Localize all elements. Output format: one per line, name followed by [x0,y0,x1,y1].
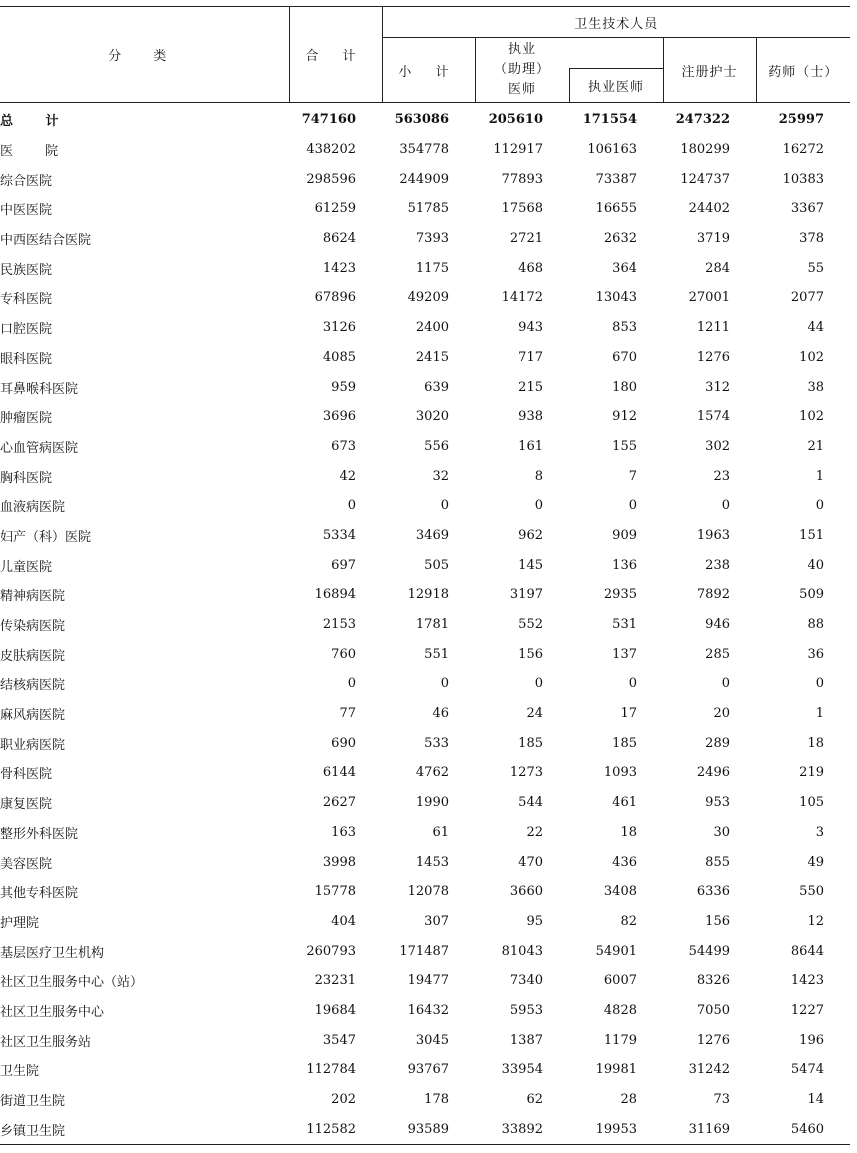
row-value: 0 [440,676,449,692]
row-value: 244909 [399,171,449,187]
row-value: 0 [721,498,730,514]
row-value: 1963 [696,527,730,543]
row-value: 24402 [688,201,730,217]
row-value: 0 [440,498,449,514]
row-value: 4085 [322,349,356,365]
table-row [0,699,850,729]
row-value: 19953 [595,1121,637,1137]
table-row [0,639,850,669]
row-value: 93589 [407,1121,449,1137]
row-value: 105 [799,795,824,811]
row-label: 其他专科医院 [0,886,79,902]
row-value: 88 [807,617,824,633]
row-value: 1093 [603,765,637,781]
row-value: 7 [628,468,637,484]
row-value: 136 [612,557,637,573]
row-value: 1 [815,706,824,722]
row-value: 3367 [790,201,824,217]
row-label: 医 院 [0,144,73,160]
table-row [0,907,850,937]
row-value: 12 [807,913,824,929]
row-value: 717 [518,349,543,365]
table-row [0,610,850,640]
row-label: 中西医结合医院 [0,233,92,249]
row-value: 55 [807,260,824,276]
row-value: 3020 [415,409,449,425]
row-value: 0 [721,676,730,692]
row-value: 5460 [790,1121,824,1137]
row-value: 33892 [501,1121,543,1137]
row-value: 2935 [603,587,637,603]
row-label: 街道卫生院 [0,1094,66,1110]
row-value: 124737 [680,171,730,187]
row-value: 690 [331,735,356,751]
row-value: 163 [331,824,356,840]
row-value: 3696 [322,409,356,425]
row-value: 7340 [509,973,543,989]
row-value: 1273 [509,765,543,781]
row-value: 155 [612,438,637,454]
table-row [0,461,850,491]
row-value: 1276 [696,1032,730,1048]
header-physician [475,38,569,103]
row-value: 49 [807,854,824,870]
row-label: 民族医院 [0,262,53,278]
row-value: 102 [799,349,824,365]
table-row [0,283,850,313]
table-row [0,996,850,1026]
row-value: 219 [799,765,824,781]
row-value: 909 [612,527,637,543]
row-value: 247322 [675,112,730,128]
row-value: 1423 [322,260,356,276]
row-label: 中医医院 [0,203,53,219]
header-physician-line1: 执业 [507,42,536,57]
row-value: 855 [705,854,730,870]
table-row [0,877,850,907]
row-label: 麻风病医院 [0,708,66,724]
row-value: 62 [526,1092,543,1108]
row-value: 7393 [415,231,449,247]
row-value: 943 [518,320,543,336]
row-value: 17 [620,706,637,722]
row-value: 46 [432,706,449,722]
row-label: 骨科医院 [0,767,53,783]
row-value: 747160 [301,112,356,128]
table-row [0,164,850,194]
row-value: 550 [799,884,824,900]
row-value: 551 [424,646,449,662]
row-value: 468 [518,260,543,276]
row-value: 8326 [696,973,730,989]
row-value: 3998 [322,854,356,870]
header-category: 分 类 [0,7,289,103]
header-total: 合 计 [289,7,382,103]
row-value: 13043 [595,290,637,306]
row-value: 284 [705,260,730,276]
row-value: 3408 [603,884,637,900]
header-blank [569,38,663,69]
row-value: 32 [432,468,449,484]
row-value: 112784 [306,1062,356,1078]
row-label: 口腔医院 [0,322,53,338]
row-label: 社区卫生服务站 [0,1034,92,1050]
row-label: 总 计 [0,114,73,130]
table-row [0,343,850,373]
row-label: 结核病医院 [0,678,66,694]
row-value: 505 [424,557,449,573]
header-licensed-physician: 执业医师 [569,69,663,103]
row-value: 14172 [501,290,543,306]
row-value: 202 [331,1092,356,1108]
row-value: 0 [347,498,356,514]
row-value: 5474 [790,1062,824,1078]
table-row [0,1085,850,1115]
table-row [0,194,850,224]
header-pharmacist: 药师（士） [756,38,850,103]
row-value: 10383 [782,171,824,187]
row-label: 耳鼻喉科医院 [0,381,79,397]
row-value: 1387 [509,1032,543,1048]
table-row [0,728,850,758]
row-label: 美容医院 [0,856,53,872]
row-value: 19477 [407,973,449,989]
row-value: 171487 [399,943,449,959]
row-value: 6007 [603,973,637,989]
row-value: 959 [331,379,356,395]
row-value: 0 [534,676,543,692]
row-label: 皮肤病医院 [0,648,66,664]
row-value: 31242 [688,1062,730,1078]
row-value: 1211 [696,320,730,336]
row-value: 205610 [488,112,543,128]
row-value: 2632 [603,231,637,247]
table-row [0,1055,850,1085]
row-value: 185 [518,735,543,751]
row-value: 21 [807,438,824,454]
row-value: 5953 [509,1002,543,1018]
row-value: 760 [331,646,356,662]
row-label: 社区卫生服务中心 [0,1004,105,1020]
row-value: 1574 [696,409,730,425]
row-value: 1453 [415,854,449,870]
table-row [0,135,850,165]
row-value: 238 [705,557,730,573]
row-value: 28 [620,1092,637,1108]
row-value: 0 [534,498,543,514]
row-value: 17568 [501,201,543,217]
row-label: 职业病医院 [0,737,66,753]
row-value: 1179 [603,1032,637,1048]
row-value: 1 [815,468,824,484]
row-value: 67896 [314,290,356,306]
row-value: 24 [526,706,543,722]
header-subtotal: 小 计 [382,38,475,103]
row-value: 33954 [501,1062,543,1078]
row-value: 0 [628,676,637,692]
row-value: 312 [705,379,730,395]
row-value: 0 [628,498,637,514]
row-label: 综合医院 [0,173,53,189]
row-value: 552 [518,617,543,633]
row-value: 40 [807,557,824,573]
row-value: 15778 [314,884,356,900]
row-value: 8 [534,468,543,484]
row-value: 18 [620,824,637,840]
row-value: 180 [612,379,637,395]
row-value: 4762 [415,765,449,781]
row-value: 2721 [509,231,543,247]
row-value: 7892 [696,587,730,603]
row-label: 肿瘤医院 [0,411,53,427]
row-value: 178 [424,1092,449,1108]
row-value: 18 [807,735,824,751]
row-value: 0 [347,676,356,692]
row-value: 1227 [790,1002,824,1018]
row-value: 151 [799,527,824,543]
row-value: 54499 [688,943,730,959]
table-row [0,313,850,343]
row-value: 16432 [407,1002,449,1018]
row-value: 1276 [696,349,730,365]
row-value: 544 [518,795,543,811]
row-value: 853 [612,320,637,336]
row-value: 112917 [493,142,543,158]
row-value: 2627 [322,795,356,811]
table-row [0,521,850,551]
table-row [0,224,850,254]
table-row [0,372,850,402]
row-value: 73387 [595,171,637,187]
row-value: 12078 [407,884,449,900]
row-value: 438202 [306,142,356,158]
table-row [0,105,850,135]
table-row [0,818,850,848]
row-value: 1423 [790,973,824,989]
row-value: 953 [705,795,730,811]
row-value: 185 [612,735,637,751]
row-value: 54901 [595,943,637,959]
row-value: 95 [526,913,543,929]
table-row [0,1114,850,1144]
table-row [0,788,850,818]
row-value: 533 [424,735,449,751]
row-value: 145 [518,557,543,573]
table-row [0,966,850,996]
row-value: 106163 [587,142,637,158]
row-label: 整形外科医院 [0,826,79,842]
row-value: 461 [612,795,637,811]
row-label: 妇产（科）医院 [0,529,92,545]
row-value: 112582 [306,1121,356,1137]
row-value: 81043 [501,943,543,959]
row-value: 102 [799,409,824,425]
row-label: 胸科医院 [0,470,53,486]
row-value: 509 [799,587,824,603]
row-value: 161 [518,438,543,454]
row-value: 436 [612,854,637,870]
row-value: 3660 [509,884,543,900]
row-value: 285 [705,646,730,662]
row-value: 82 [620,913,637,929]
row-label: 卫生院 [0,1064,40,1080]
row-value: 404 [331,913,356,929]
row-value: 364 [612,260,637,276]
row-label: 专科医院 [0,292,53,308]
row-value: 1990 [415,795,449,811]
row-value: 298596 [306,171,356,187]
row-value: 20 [713,706,730,722]
row-value: 946 [705,617,730,633]
row-value: 0 [815,498,824,514]
row-value: 3197 [509,587,543,603]
row-value: 2077 [790,290,824,306]
row-value: 8624 [322,231,356,247]
table-row [0,936,850,966]
table-row [0,253,850,283]
row-value: 3547 [322,1032,356,1048]
row-value: 3469 [415,527,449,543]
row-value: 3045 [415,1032,449,1048]
row-value: 30 [713,824,730,840]
row-value: 2415 [415,349,449,365]
row-value: 697 [331,557,356,573]
row-value: 2496 [696,765,730,781]
row-value: 6144 [322,765,356,781]
row-value: 2400 [415,320,449,336]
row-value: 2153 [322,617,356,633]
row-value: 639 [424,379,449,395]
table-row [0,847,850,877]
table-row [0,758,850,788]
row-value: 289 [705,735,730,751]
header-group: 卫生技术人员 [382,7,850,38]
row-value: 31169 [688,1121,730,1137]
row-value: 260793 [306,943,356,959]
row-value: 23 [713,468,730,484]
row-value: 156 [705,913,730,929]
row-value: 0 [815,676,824,692]
row-value: 16272 [782,142,824,158]
row-value: 531 [612,617,637,633]
row-label: 社区卫生服务中心（站） [0,975,144,991]
row-value: 44 [807,320,824,336]
row-value: 302 [705,438,730,454]
table-row [0,669,850,699]
row-label: 精神病医院 [0,589,66,605]
row-value: 962 [518,527,543,543]
row-value: 8644 [790,943,824,959]
row-value: 563086 [394,112,449,128]
row-label: 护理院 [0,915,40,931]
row-value: 171554 [582,112,637,128]
row-value: 6336 [696,884,730,900]
row-value: 19981 [595,1062,637,1078]
header-nurse: 注册护士 [663,38,756,103]
row-value: 27001 [688,290,730,306]
row-value: 556 [424,438,449,454]
table-header [0,6,850,103]
row-value: 73 [713,1092,730,1108]
row-value: 912 [612,409,637,425]
header-physician-line3: 医师 [507,82,536,97]
row-value: 51785 [407,201,449,217]
row-value: 49209 [407,290,449,306]
table-body [0,105,850,1145]
row-value: 156 [518,646,543,662]
row-value: 180299 [680,142,730,158]
row-value: 3 [815,824,824,840]
row-label: 传染病医院 [0,619,66,635]
row-value: 354778 [399,142,449,158]
row-value: 5334 [322,527,356,543]
row-value: 93767 [407,1062,449,1078]
row-value: 16894 [314,587,356,603]
row-value: 378 [799,231,824,247]
row-value: 137 [612,646,637,662]
row-value: 673 [331,438,356,454]
row-label: 眼科医院 [0,351,53,367]
row-label: 基层医疗卫生机构 [0,945,105,961]
row-value: 42 [339,468,356,484]
row-value: 470 [518,854,543,870]
row-value: 23231 [314,973,356,989]
table-row [0,491,850,521]
row-value: 38 [807,379,824,395]
table-row [0,402,850,432]
row-value: 22 [526,824,543,840]
row-value: 61259 [314,201,356,217]
row-label: 康复医院 [0,797,53,813]
row-value: 1175 [415,260,449,276]
row-value: 16655 [595,201,637,217]
table-row [0,432,850,462]
row-value: 77893 [501,171,543,187]
table-row [0,580,850,610]
table-row [0,1025,850,1055]
row-label: 儿童医院 [0,559,53,575]
row-value: 19684 [314,1002,356,1018]
row-value: 7050 [696,1002,730,1018]
row-value: 670 [612,349,637,365]
row-value: 4828 [603,1002,637,1018]
row-label: 心血管病医院 [0,440,79,456]
row-value: 25997 [778,112,824,128]
row-value: 36 [807,646,824,662]
row-value: 12918 [407,587,449,603]
row-label: 乡镇卫生院 [0,1123,66,1139]
header-physician-line2: （助理） [493,62,550,77]
row-value: 3126 [322,320,356,336]
row-value: 1781 [415,617,449,633]
row-value: 14 [807,1092,824,1108]
table-row [0,550,850,580]
row-value: 215 [518,379,543,395]
row-value: 196 [799,1032,824,1048]
row-value: 77 [339,706,356,722]
row-label: 血液病医院 [0,500,66,516]
row-value: 61 [432,824,449,840]
row-value: 307 [424,913,449,929]
row-value: 938 [518,409,543,425]
row-value: 3719 [696,231,730,247]
